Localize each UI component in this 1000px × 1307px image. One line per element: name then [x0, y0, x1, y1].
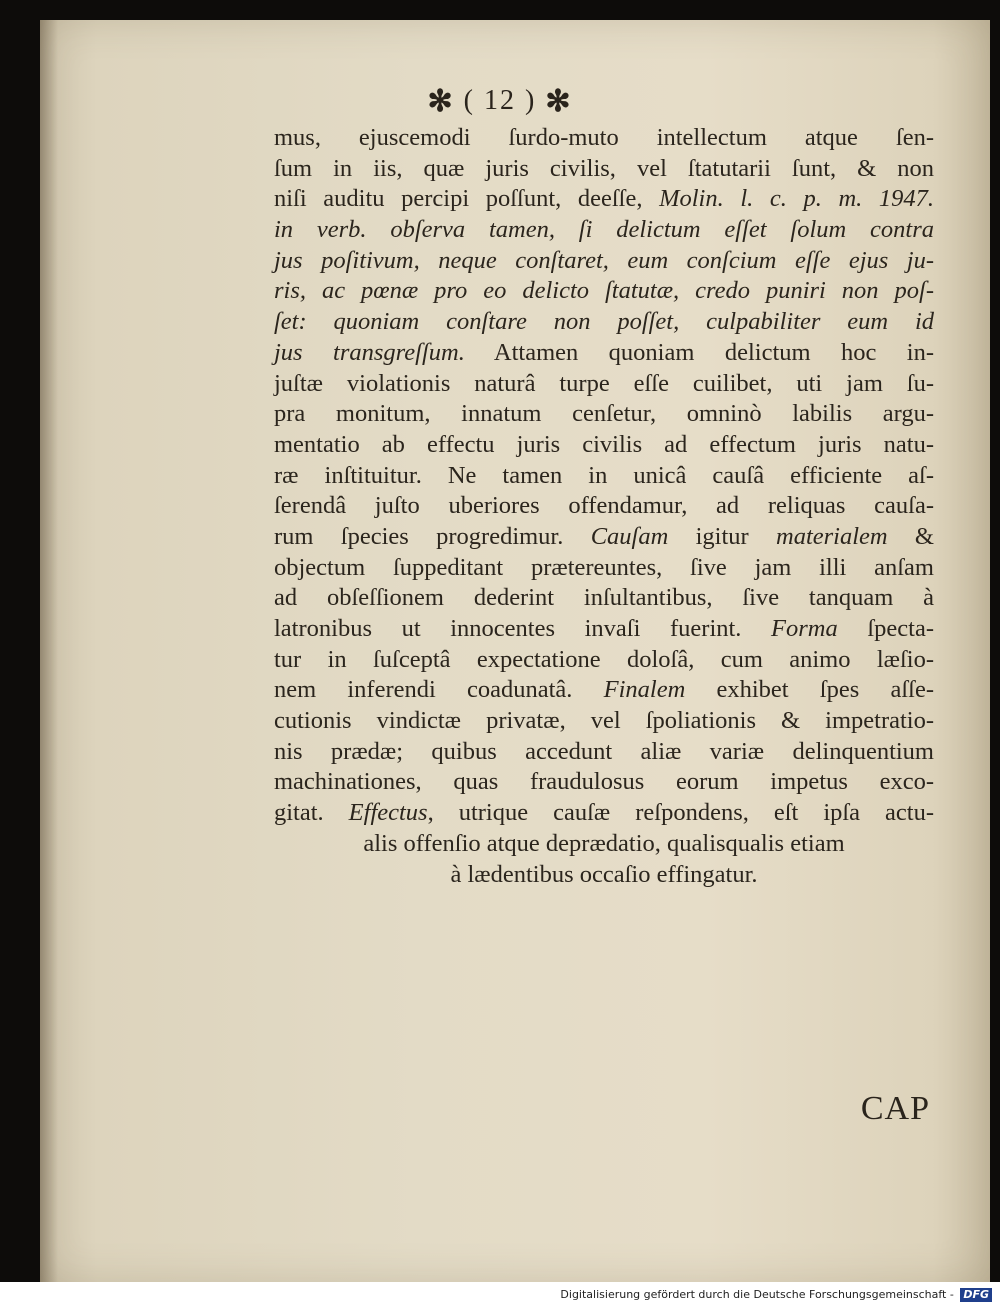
text-segment: rum ſpecies progredimur. [274, 522, 591, 550]
text-line [274, 307, 934, 338]
text-line [274, 276, 934, 307]
catchword: CAP [860, 1090, 930, 1127]
text-segment: gitat. [274, 799, 349, 827]
text-segment: ſum in iis, quæ juris civilis, vel ſtatutarii ſunt, & non [274, 154, 934, 182]
text-segment: ſpecta- [837, 615, 934, 642]
italic-citation: Cauſam [590, 522, 669, 550]
italic-citation: jus transgreſſum. [274, 338, 465, 366]
text-segment: mus, ejuscemodi ſurdo-muto intellectum atque ſen- [274, 124, 934, 151]
text-segment: Attamen quoniam delictum hoc in- [464, 338, 934, 366]
text-line [274, 430, 934, 461]
ornament-right-icon: ✻ [545, 85, 573, 118]
text-segment: nis prædæ; quibus accedunt aliæ variæ delinquentium [274, 737, 934, 765]
text-line [274, 860, 934, 891]
text-segment: igitur [668, 522, 777, 550]
text-line [274, 614, 934, 645]
text-line [274, 215, 934, 246]
text-segment: , utrique cauſæ reſpondens, eſt ipſa actu- [427, 799, 935, 827]
text-segment: niſi auditu percipi poſſunt, deeſſe, [274, 185, 660, 213]
digitization-footer [0, 1282, 1000, 1307]
italic-citation: jus poſitivum, neque conſtaret, eum conſcium eſſe ejus ju- [274, 246, 934, 274]
italic-citation: Effectus [348, 799, 428, 827]
text-segment: ræ inſtituitur. Ne tamen in unicâ cauſâ efficiente aſ- [274, 461, 934, 489]
italic-citation: Finalem [603, 676, 686, 704]
italic-citation: Molin. l. c. p. m. 1947. [659, 185, 934, 213]
italic-citation: in verb. obſerva tamen, ſi delictum eſſet ſolum contra [274, 216, 934, 244]
text-line [274, 399, 934, 430]
text-segment: pra monitum, innatum cenſetur, omninò labilis argu- [274, 400, 934, 428]
text-segment: alis offenſio atque deprædatio, qualisqualis etiam [363, 829, 845, 857]
ornament-left-icon: ✻ [427, 85, 455, 118]
text-line [274, 491, 934, 522]
page-gutter-shadow [40, 20, 58, 1282]
text-segment: objectum ſuppeditant prætereuntes, ſive jam illi anſam [274, 553, 934, 581]
page-number: ( 12 ) [463, 85, 537, 116]
text-segment: à lædentibus occaſio effingatur. [450, 860, 758, 888]
text-segment: juſtæ violationis naturâ turpe eſſe cuilibet, uti jam ſu- [274, 369, 934, 397]
italic-citation: ſet: quoniam conſtare non poſſet, culpabiliter eum id [274, 308, 934, 336]
italic-citation: materialem [776, 522, 888, 550]
page-header [0, 84, 1000, 119]
text-line [274, 369, 934, 400]
dfg-logo-icon: DFG [960, 1288, 992, 1302]
text-line [274, 645, 934, 676]
text-line [274, 706, 934, 737]
text-segment: exhibet ſpes aſſe- [685, 676, 934, 704]
text-line [274, 154, 934, 185]
text-segment: ſerendâ juſto uberiores offendamur, ad reliquas cauſa- [274, 492, 934, 520]
italic-citation: Forma [771, 615, 838, 642]
text-line [274, 767, 934, 798]
text-line [274, 522, 934, 553]
text-line [274, 123, 934, 154]
text-segment: cutionis vindictæ privatæ, vel ſpoliationis & impetratio- [274, 707, 934, 735]
text-segment: nem inferendi coadunatâ. [274, 676, 604, 704]
text-line [274, 675, 934, 706]
text-line [274, 553, 934, 584]
text-segment: ad obſeſſionem dederint inſultantibus, ſive tanquam à [274, 584, 934, 612]
body-text [274, 123, 934, 890]
text-line [274, 461, 934, 492]
text-line [274, 829, 934, 860]
text-segment: tur in ſuſceptâ expectatione doloſâ, cum animo læſio- [274, 645, 934, 673]
text-line [274, 338, 934, 369]
text-line [274, 246, 934, 277]
text-line [274, 737, 934, 768]
italic-citation: ris, ac pœnæ pro eo delicto ſtatutæ, credo puniri non poſ- [274, 277, 934, 305]
text-segment: machinationes, quas fraudulosus eorum impetus exco- [274, 768, 934, 796]
text-line [274, 583, 934, 614]
text-line [274, 798, 934, 829]
text-line [274, 184, 934, 215]
text-segment: mentatio ab effectu juris civilis ad effectum juris natu- [274, 430, 934, 458]
text-segment: & [887, 522, 934, 550]
footer-credit: Digitalisierung gefördert durch die Deutsche Forschungsgemeinschaft - [560, 1288, 954, 1301]
text-segment: latronibus ut innocentes invaſi fuerint. [274, 615, 772, 642]
